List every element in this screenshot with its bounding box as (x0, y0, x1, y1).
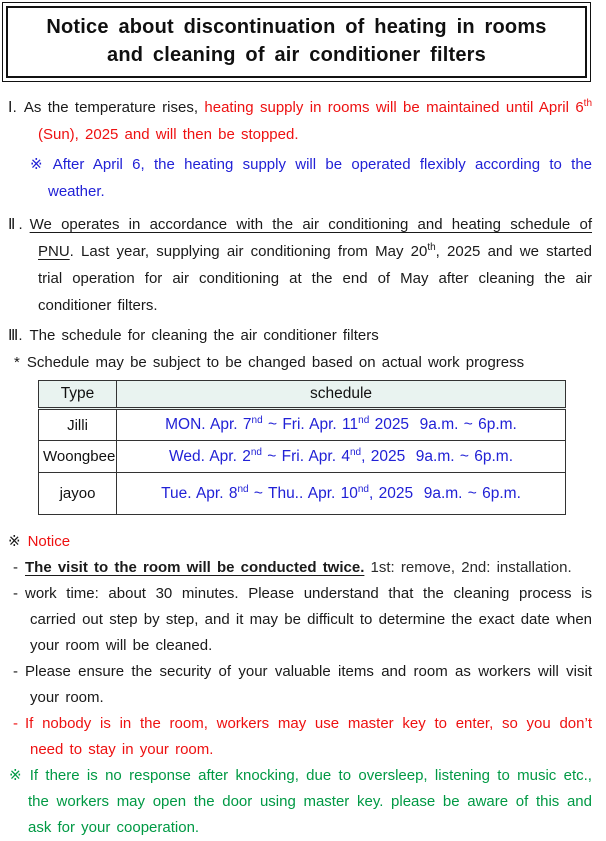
section-3-marker: Ⅲ. (8, 327, 23, 344)
title-box-inner (6, 6, 587, 78)
reference-mark: ※ (8, 533, 21, 550)
table-header-row (39, 381, 566, 409)
section-1-intro: As the temperature rises, (23, 99, 199, 116)
section-1-paragraph (0, 94, 592, 148)
notice-item-1-rest: 1st: remove, 2nd: installation. (364, 559, 572, 576)
title-box (2, 2, 591, 82)
row-schedule-jayoo: Tue. Apr. 8nd ~ Thu.. Apr. 10nd, 2025 9a.m. ~ 6p.m. (117, 473, 566, 515)
page-title-line-1: Notice about discontinuation of heating in rooms (46, 16, 547, 38)
section-2-marker: Ⅱ. (8, 216, 23, 233)
schedule-disclaimer (0, 349, 592, 376)
section-2-underlined: We operates in accordance with the air conditioning and heating schedule of PNU (29, 216, 593, 260)
row-schedule-jilli: MON. Apr. 7nd ~ Fri. Apr. 11nd 2025 9a.m. ~ 6p.m. (117, 409, 566, 441)
notice-final-note (0, 763, 592, 841)
dash-bullet: - (13, 663, 18, 680)
dash-bullet: - (13, 559, 18, 576)
row-type-jayoo: jayoo (39, 473, 117, 515)
section-3-heading-text: The schedule for cleaning the air conditioner filters (29, 327, 379, 344)
section-3-heading (0, 322, 592, 349)
asterisk-mark: * (14, 354, 20, 371)
column-header-schedule: schedule (117, 381, 566, 409)
table-row (39, 409, 566, 441)
notice-item-2-text: work time: about 30 minutes. Please understand that the cleaning process is carried out step by step, and it may be difficult to determine the exact date when your room will be cleaned. (25, 585, 592, 654)
column-header-type: Type (39, 381, 117, 409)
notice-item-3 (0, 659, 592, 711)
notice-item-2 (0, 581, 592, 659)
cleaning-schedule-table (38, 380, 566, 515)
reference-mark: ※ (9, 767, 23, 784)
page-title-line-2: and cleaning of air conditioner filters (107, 44, 486, 66)
table-row (39, 441, 566, 473)
section-2-paragraph (0, 211, 592, 319)
row-type-jilli: Jilli (39, 409, 117, 441)
row-schedule-woongbee: Wed. Apr. 2nd ~ Fri. Apr. 4nd, 2025 9a.m. ~ 6p.m. (117, 441, 566, 473)
notice-item-1-underlined: The visit to the room will be conducted twice. (25, 559, 365, 576)
dash-bullet: - (13, 715, 18, 732)
notice-heading-text: Notice (27, 533, 71, 550)
notice-document (0, 2, 606, 836)
section-1-note-text: After April 6, the heating supply will be operated flexibly according to the weather. (48, 156, 592, 200)
document-body (0, 94, 606, 841)
reference-mark: ※ (30, 156, 46, 173)
table-row (39, 473, 566, 515)
notice-item-3-text: Please ensure the security of your valuable items and room as workers will visit your room. (25, 663, 592, 706)
notice-item-4-text: If nobody is in the room, workers may use master key to enter, so you don’t need to stay in your room. (25, 715, 592, 758)
section-1-note (0, 151, 592, 205)
dash-bullet: - (13, 585, 18, 602)
notice-item-4 (0, 711, 592, 763)
notice-final-text: If there is no response after knocking, due to oversleep, listening to music etc., the workers may open the door using master key. please be aware of this and ask for your cooperation. (28, 767, 592, 836)
notice-heading (0, 529, 592, 555)
schedule-disclaimer-text: Schedule may be subject to be changed based on actual work progress (26, 354, 525, 371)
notice-item-1 (0, 555, 592, 581)
section-1-marker: Ⅰ. (8, 99, 17, 116)
section-1-red-text: heating supply in rooms will be maintained until April 6th (Sun), 2025 and will then be stopped. (38, 98, 593, 143)
row-type-woongbee: Woongbee (39, 441, 117, 473)
section-2-text: . Last year, supplying air conditioning from May 20th, 2025 and we started trial operation for air conditioning at the end of May after cleaning the air conditioner filters. (38, 242, 593, 314)
